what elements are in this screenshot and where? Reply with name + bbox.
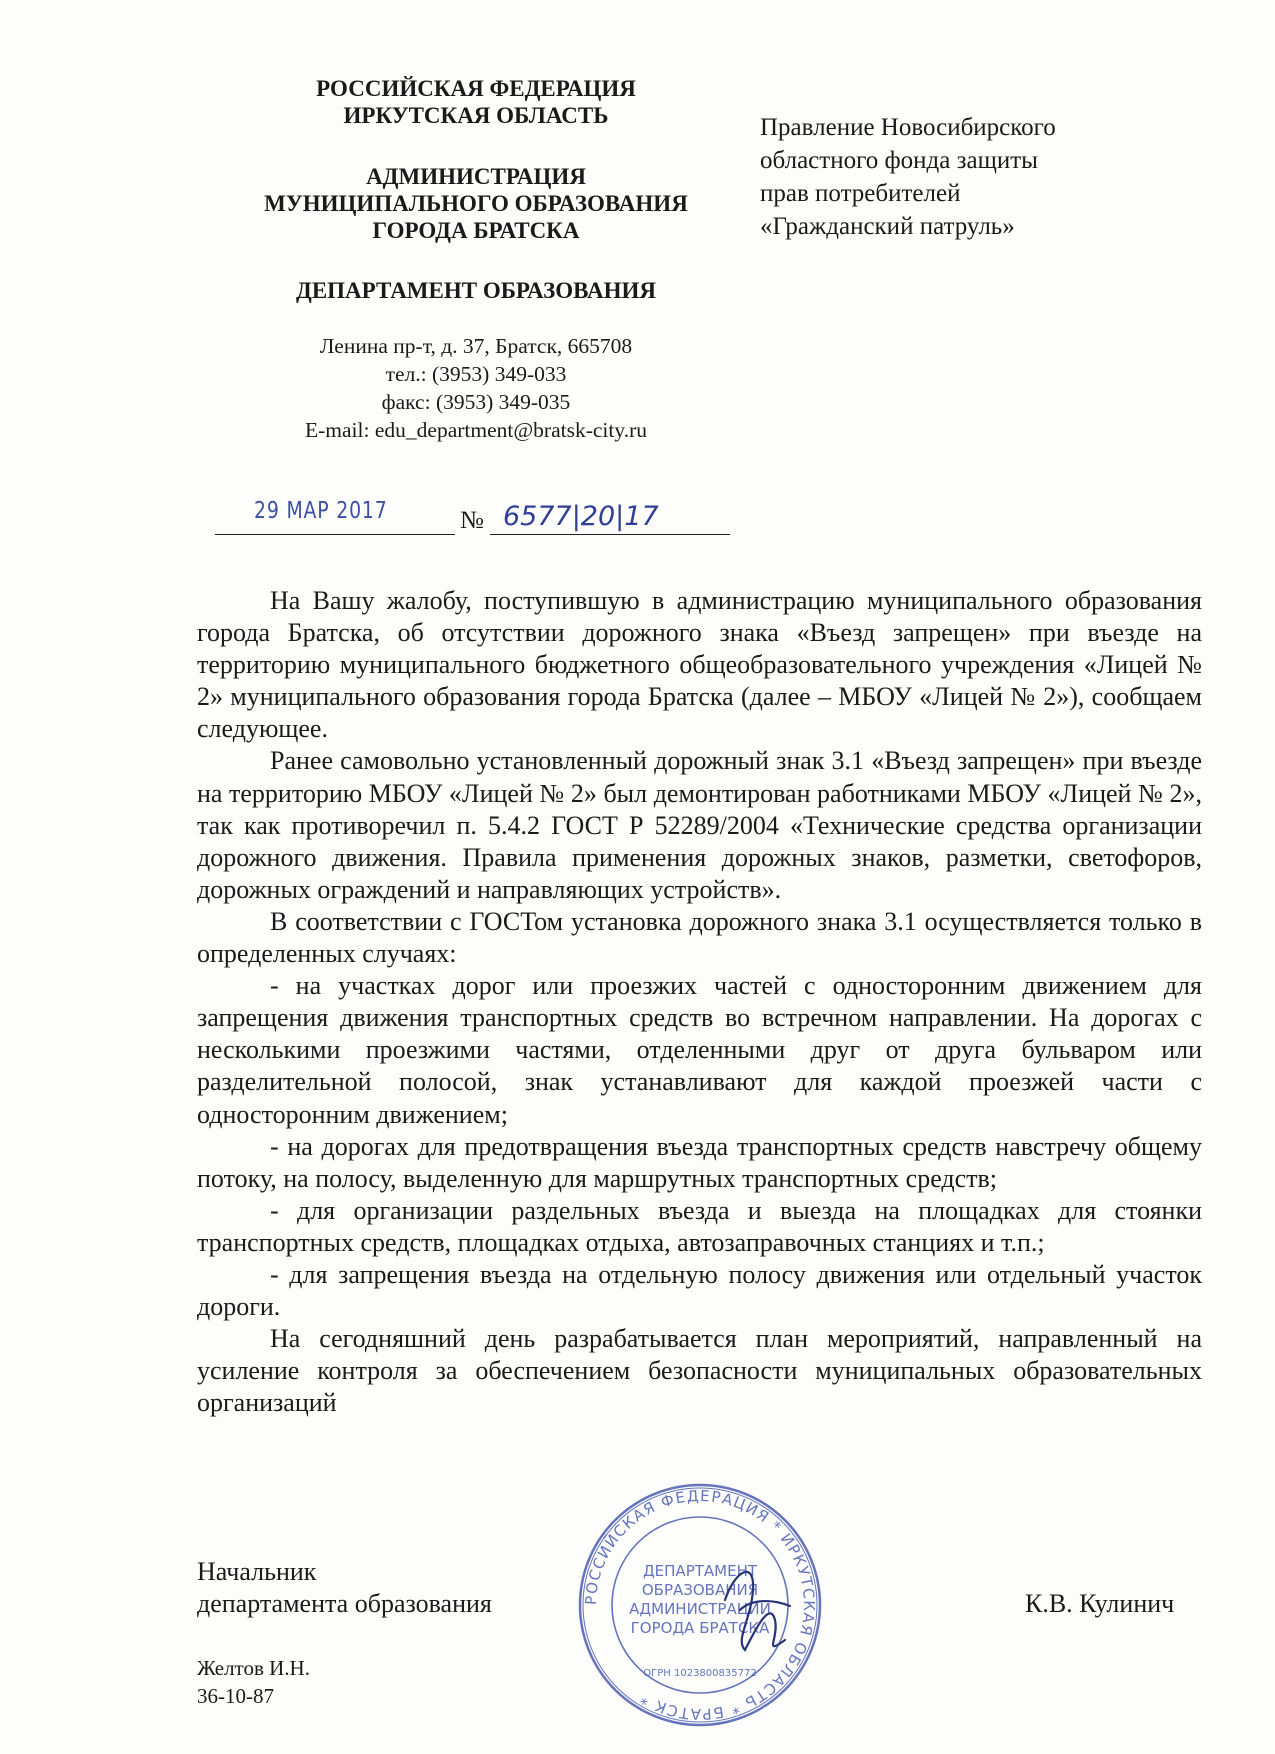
seal-line: ДЕПАРТАМЕНТ	[642, 1562, 758, 1580]
list-item: - на участках дорог или проезжих частей с односторонним движением для запрещения движения транспортных средств во встречном направлении. На дорогах с несколькими проезжими частями, отделенными друг от друга бульваром или разделительной полосой, знак устанавливают для каждой проезжей части с односторонним движением;	[197, 971, 1202, 1129]
letterhead-org-line3: ГОРОДА БРАТСКА	[372, 218, 580, 243]
letterhead-org-line2: МУНИЦИПАЛЬНОГО ОБРАЗОВАНИЯ	[264, 191, 688, 216]
list-item: - для запрещения въезда на отдельную полосу движения или отдельный участок дороги.	[197, 1259, 1202, 1322]
date-underline	[215, 534, 455, 535]
seal-line: ГОРОДА БРАТСКА	[630, 1619, 770, 1637]
letterhead-country: РОССИЙСКАЯ ФЕДЕРАЦИЯ	[316, 76, 636, 101]
letterhead-address: Ленина пр-т, д. 37, Братск, 665708	[319, 334, 633, 358]
seal-line: ОБРАЗОВАНИЯ	[641, 1581, 759, 1599]
executor-name: Желтов И.Н.	[197, 1656, 310, 1680]
letterhead-org-line1: АДМИНИСТРАЦИЯ	[366, 164, 586, 189]
letterhead-region: ИРКУТСКАЯ ОБЛАСТЬ	[343, 103, 609, 128]
executor-phone: 36-10-87	[197, 1684, 274, 1708]
letterhead-fax: факс: (3953) 349-035	[381, 390, 571, 414]
signer-name: К.В. Кулинич	[1025, 1589, 1175, 1618]
letterhead-department: ДЕПАРТАМЕНТ ОБРАЗОВАНИЯ	[296, 278, 656, 303]
seal-outer-text: РОССИЙСКАЯ ФЕДЕРАЦИЯ * ИРКУТСКАЯ ОБЛАСТЬ * БРАТСК *	[581, 1486, 819, 1724]
recipient-line: областного фонда защиты	[760, 147, 1038, 174]
seal-line: АДМИНИСТРАЦИИ	[629, 1600, 771, 1618]
signer-position-line1: Начальник	[197, 1557, 317, 1586]
list-item: - для организации раздельных въезда и выезда на площадках для стоянки транспортных средств, площадках отдыха, автозаправочных станциях и т.п.;	[197, 1195, 1202, 1257]
letterhead-email: E-mail: edu_department@bratsk-city.ru	[305, 418, 647, 442]
paragraph: В соответствии с ГОСТом установка дорожного знака 3.1 осуществляется только в определенных случаях:	[197, 906, 1202, 969]
recipient-line: прав потребителей	[760, 180, 961, 207]
signer-position	[197, 1556, 492, 1620]
registration-number: 6577|20|17	[503, 501, 659, 532]
letter-body	[197, 585, 1202, 1419]
signer-position-line2: департамента образования	[197, 1589, 492, 1618]
executor-block	[197, 1654, 310, 1710]
paragraph: На Вашу жалобу, поступившую в администрацию муниципального образования города Братска, об отсутствии дорожного знака «Въезд запрещен» при въезде на территорию муниципального бюджетного общеобразовательного учреждения «Лицей № 2» муниципального образования города Братска (далее – МБОУ «Лицей № 2»), сообщаем следующее.	[197, 586, 1202, 744]
recipient-block	[760, 111, 1180, 243]
paragraph: На сегодняшний день разрабатывается план мероприятий, направленный на усиление контроля за обеспечением безопасности муниципальных образовательных организаций	[197, 1324, 1202, 1418]
list-item: - на дорогах для предотвращения въезда транспортных средств навстречу общему потоку, на полосу, выделенную для маршрутных транспортных средств;	[197, 1131, 1202, 1193]
paragraph: Ранее самовольно установленный дорожный знак 3.1 «Въезд запрещен» при въезде на территорию МБОУ «Лицей № 2» был демонтирован работниками МБОУ «Лицей № 2», так как противоречил п. 5.4.2 ГОСТ Р 52289/2004 «Технические средства организации дорожного движения. Правила применения дорожных знаков, разметки, светофоров, дорожных ограждений и направляющих устройств».	[197, 746, 1202, 904]
letterhead-phone: тел.: (3953) 349-033	[385, 362, 567, 386]
number-sign: №	[460, 507, 484, 534]
official-seal	[575, 1480, 825, 1730]
registration-date-stamp: 29 MAP 2017	[254, 498, 388, 524]
recipient-line: «Гражданский патруль»	[760, 213, 1015, 240]
seal-ogrn: ОГРН 1023800835772	[643, 1668, 757, 1679]
recipient-line: Правление Новосибирского	[760, 114, 1056, 141]
number-underline	[490, 534, 730, 535]
